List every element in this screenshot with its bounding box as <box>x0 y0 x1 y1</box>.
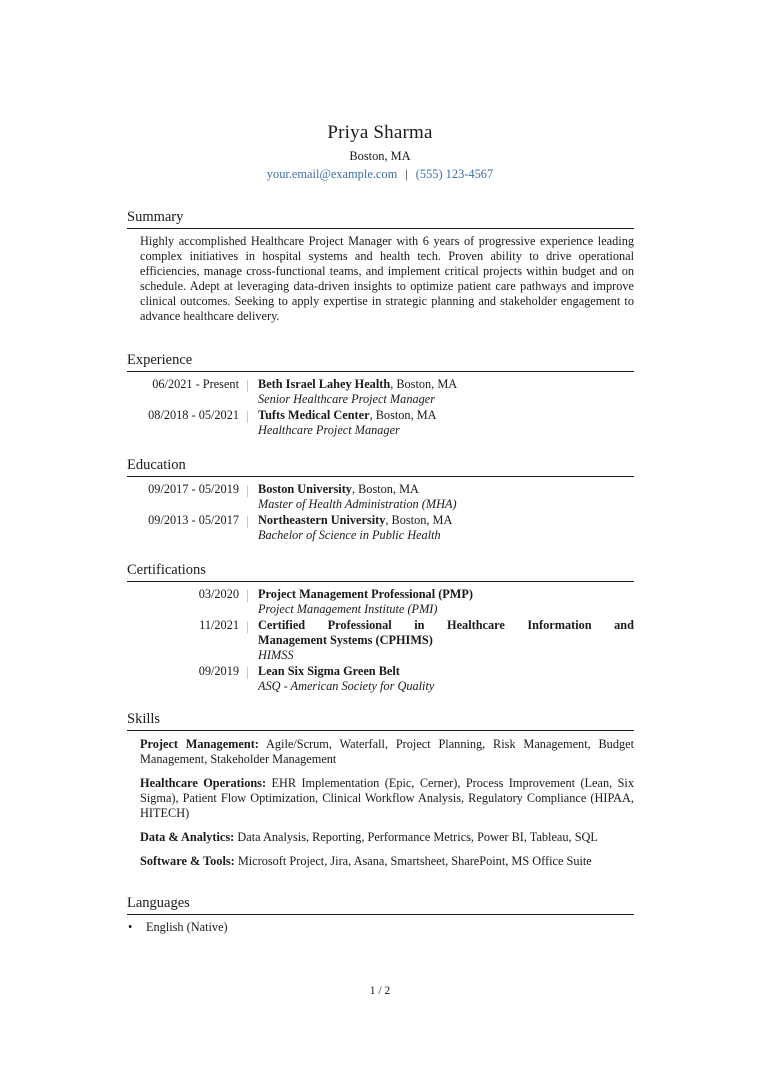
contact-line <box>0 166 760 182</box>
section-title-certifications: Certifications <box>127 561 634 582</box>
page-number: 1 / 2 <box>369 985 391 997</box>
certification-name: Certified Professional in Healthcare Information and <box>258 618 634 632</box>
certification-name: Project Management Professional (PMP) <box>258 587 474 601</box>
entry-date: 08/2018 - 05/2021 <box>148 408 239 422</box>
entry-date: 11/2021 <box>199 618 239 632</box>
languages-section <box>127 894 634 935</box>
school-location: , Boston, MA <box>385 513 453 527</box>
employer-location: , Boston, MA <box>369 408 437 422</box>
certification-entry <box>127 587 634 617</box>
certifications-section <box>127 561 634 694</box>
skill-category: Data & Analytics: <box>140 830 235 844</box>
resume-header <box>0 121 760 182</box>
education-section <box>127 456 634 543</box>
job-title: Senior Healthcare Project Manager <box>258 392 436 406</box>
date-divider <box>247 516 248 528</box>
skills-section <box>127 710 634 869</box>
degree: Bachelor of Science in Public Health <box>258 528 441 542</box>
certification-entry <box>127 618 634 663</box>
certification-issuer: ASQ - American Society for Quality <box>258 679 435 693</box>
skill-list: Agile/Scrum, Waterfall, Project Planning, Risk Management, Budget Management, Stakeholder Management <box>140 737 635 766</box>
skill-list: EHR Implementation (Epic, Cerner), Process Improvement (Lean, Six Sigma), Patient Flow Optimization, Clinical Workflow Analysis, Regulatory Compliance (HIPAA, HITECH) <box>140 776 634 820</box>
certification-issuer: HIMSS <box>258 648 294 662</box>
skill-list: Data Analysis, Reporting, Performance Metrics, Power BI, Tableau, SQL <box>234 830 598 844</box>
skill-group <box>140 854 634 869</box>
job-title: Healthcare Project Manager <box>258 423 400 437</box>
employer-location: , Boston, MA <box>390 377 458 391</box>
certification-name: Lean Six Sigma Green Belt <box>258 664 400 678</box>
certification-name-cont: Management Systems (CPHIMS) <box>258 633 433 647</box>
school-name: Northeastern University <box>258 513 386 527</box>
education-entry <box>127 482 634 512</box>
entry-date: 03/2020 <box>198 587 239 601</box>
candidate-location: Boston, MA <box>349 149 411 163</box>
summary-text: Highly accomplished Healthcare Project Manager with 6 years of progressive experience leading complex initiatives in hospital systems and health tech. Proven ability to drive operational efficiencies, manage cross-functional teams, and implement critical projects within budget and on schedule. Adept at leveraging data-driven insights to optimize patient care pathways and improve clinical outcomes. Seeking to apply expertise in strategic planning and stakeholder engagement to advance healthcare delivery. <box>140 234 634 323</box>
school-name: Boston University <box>258 482 352 496</box>
experience-entry <box>127 377 634 407</box>
school-location: , Boston, MA <box>351 482 419 496</box>
skill-category: Healthcare Operations: <box>140 776 267 790</box>
summary-section <box>127 208 634 324</box>
education-entry <box>127 513 634 543</box>
entry-date: 09/2019 <box>198 664 239 678</box>
date-divider <box>247 485 248 497</box>
section-title-experience: Experience <box>127 351 634 372</box>
skill-group <box>140 776 634 821</box>
date-divider <box>247 667 248 679</box>
contact-separator: | <box>405 167 408 181</box>
skill-category: Project Management: <box>140 737 259 751</box>
degree: Master of Health Administration (MHA) <box>258 497 457 511</box>
certification-entry <box>127 664 634 694</box>
experience-section <box>127 351 634 438</box>
bullet-icon: • <box>128 920 133 934</box>
experience-entry <box>127 408 634 438</box>
employer-name: Beth Israel Lahey Health <box>258 377 391 391</box>
language-name: English (Native) <box>146 920 228 934</box>
section-title-skills: Skills <box>127 710 634 731</box>
date-divider <box>247 590 248 602</box>
date-divider <box>247 621 248 633</box>
entry-date: 09/2017 - 05/2019 <box>148 482 239 496</box>
phone-link[interactable]: (555) 123-4567 <box>415 167 494 181</box>
email-link[interactable]: your.email@example.com <box>266 167 398 181</box>
skill-category: Software & Tools: <box>140 854 235 868</box>
candidate-name: Priya Sharma <box>327 122 433 143</box>
date-divider <box>247 411 248 423</box>
list-item <box>127 920 634 935</box>
skill-list: Microsoft Project, Jira, Asana, Smartsheet, SharePoint, MS Office Suite <box>234 854 592 868</box>
certification-issuer: Project Management Institute (PMI) <box>258 602 438 616</box>
entry-date: 06/2021 - Present <box>152 377 239 391</box>
skill-group <box>140 830 634 845</box>
employer-name: Tufts Medical Center <box>258 408 370 422</box>
entry-date: 09/2013 - 05/2017 <box>148 513 239 527</box>
date-divider <box>247 380 248 392</box>
section-title-summary: Summary <box>127 208 634 229</box>
section-title-education: Education <box>127 456 634 477</box>
skill-group <box>140 737 634 767</box>
section-title-languages: Languages <box>127 894 634 915</box>
